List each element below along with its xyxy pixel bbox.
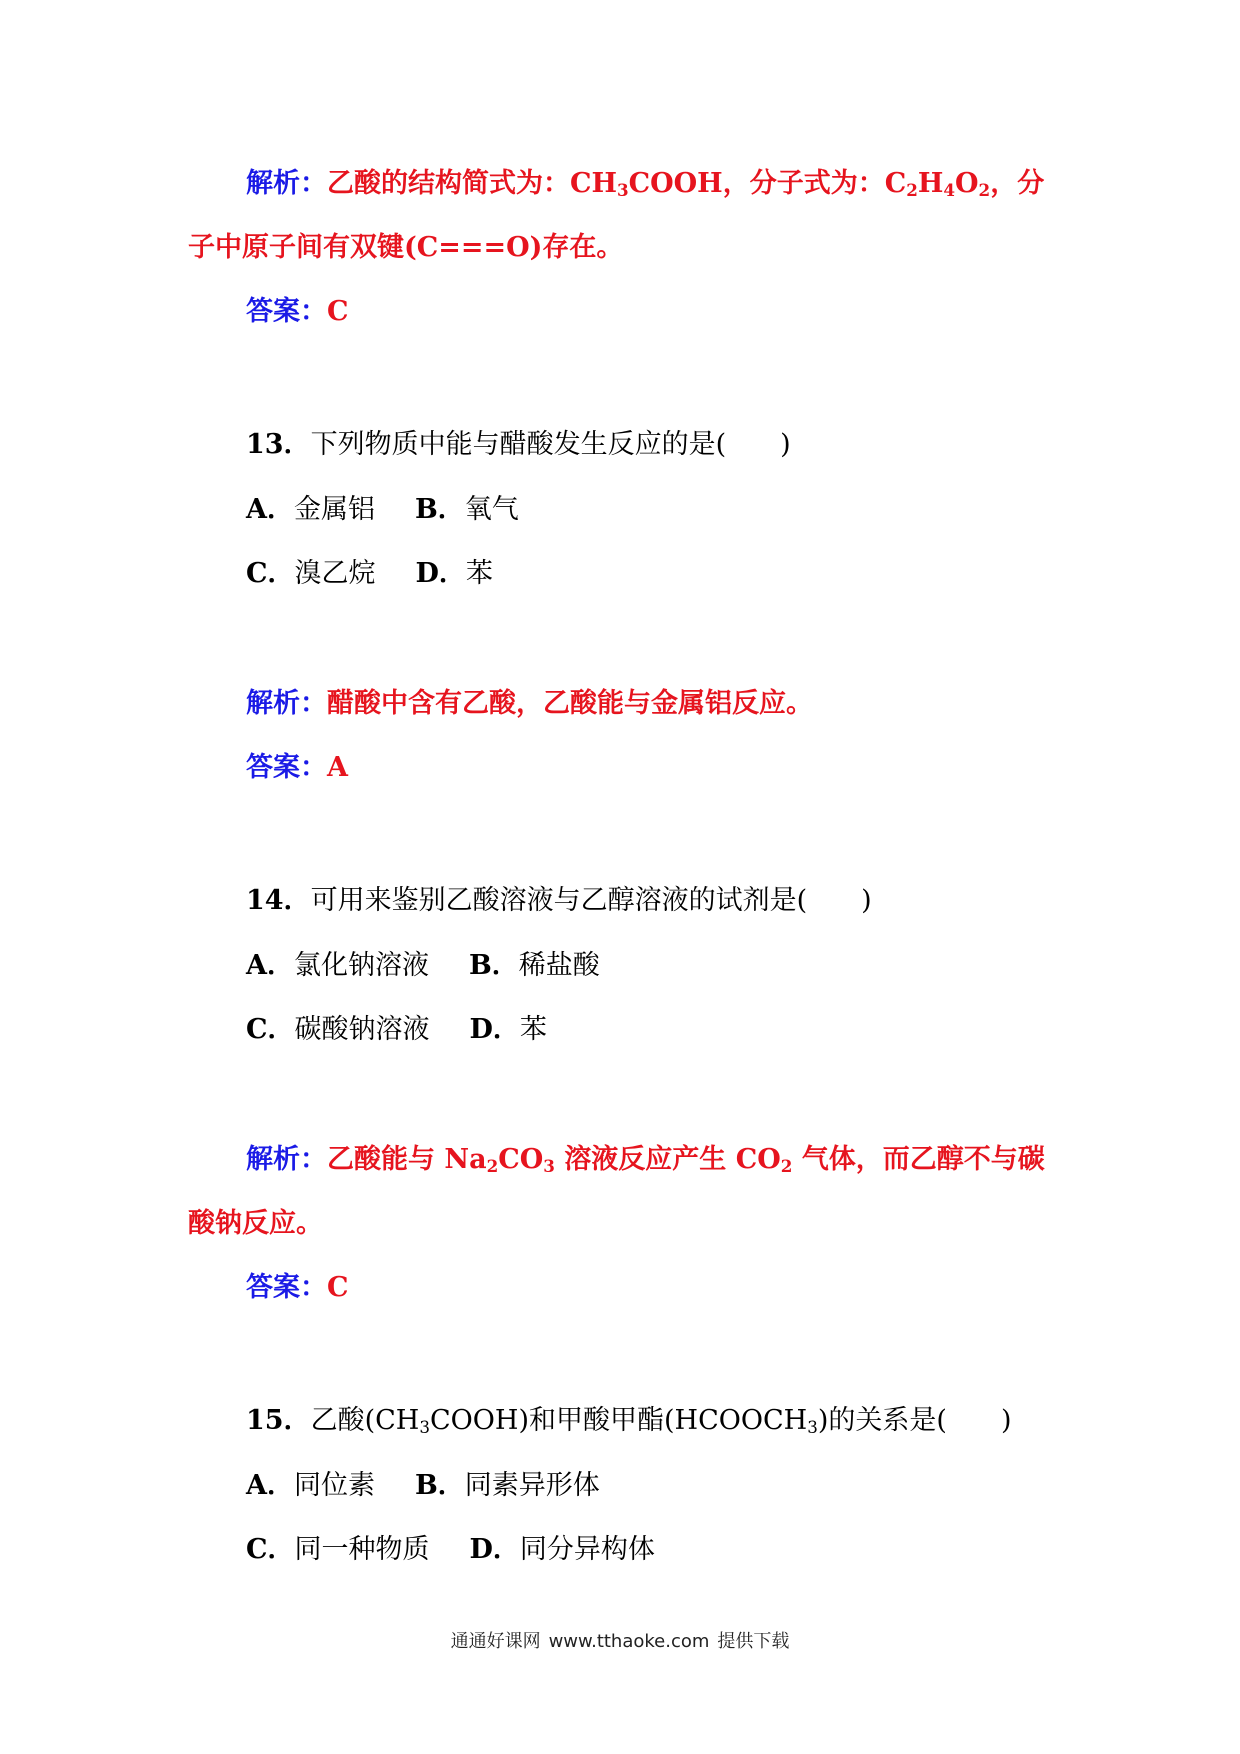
- q15-stem: [246, 1401, 1011, 1441]
- q15-option-d: 同分异构体: [519, 1534, 655, 1565]
- q14-answer-value: C: [327, 1272, 349, 1303]
- q15-option-c: 同一种物质: [294, 1534, 430, 1565]
- page-footer: [0, 1627, 1240, 1653]
- footer-url[interactable]: www.tthaoke.com: [548, 1631, 710, 1652]
- q13-answer-value: A: [327, 752, 348, 783]
- q14-stem: [246, 881, 872, 921]
- q14-analysis-line2: 酸钠反应。: [188, 1208, 323, 1239]
- q14-analysis-text: 乙酸能与 $Na_2CO_3$ 溶液反应产生 $CO_2$ 气体，而乙醇不与碳: [327, 1144, 1045, 1177]
- q13-answer: [246, 748, 348, 788]
- answer-label: 答案：: [246, 296, 327, 327]
- q13-option-d: 苯: [465, 558, 493, 589]
- q15-number: 15．: [246, 1405, 311, 1436]
- q13-option-b: 氧气: [464, 494, 519, 525]
- q13-option-a: 金属铝: [293, 494, 375, 525]
- q14-option-d: 苯: [519, 1014, 547, 1045]
- q14-answer: [246, 1268, 349, 1308]
- answer-label: 答案：: [246, 752, 327, 783]
- q13-analysis-text: 醋酸中含有乙酸，乙酸能与金属铝反应。: [327, 688, 813, 719]
- q13-number: 13．: [246, 429, 311, 460]
- q14-option-a: 氯化钠溶液: [293, 950, 429, 981]
- q12-analysis-line2: 子中原子间有双键(C===O)存在。: [188, 232, 624, 263]
- q14-analysis-line1: [246, 1140, 1045, 1180]
- q15-stem-text: 乙酸$(CH_3COOH)$和甲酸甲酯$(HCOOCH_3)$的关系是( ): [310, 1405, 1012, 1438]
- answer-label: 答案：: [246, 1272, 327, 1303]
- analysis-label: 解析：: [246, 1144, 327, 1175]
- q12-answer: [246, 292, 349, 332]
- footer-site-name: 通通好课网: [450, 1631, 541, 1652]
- q12-analysis-line1: [246, 164, 1044, 204]
- q12-analysis-text: 乙酸的结构简式为：$CH_3COOH$，分子式为：$C_2H_4O_2$，分: [327, 168, 1045, 201]
- q14-option-b: 稀盐酸: [518, 950, 600, 981]
- q14-option-c: 碳酸钠溶液: [294, 1014, 430, 1045]
- q13-options-row2: C．溴乙烷 D．苯: [246, 558, 493, 589]
- analysis-label: 解析：: [246, 688, 327, 719]
- q13-analysis: [246, 684, 813, 724]
- q14-number: 14．: [246, 885, 311, 916]
- footer-note: 提供下载: [717, 1631, 790, 1652]
- q14-stem-text: 可用来鉴别乙酸溶液与乙醇溶液的试剂是( ): [310, 885, 872, 916]
- analysis-label: 解析：: [246, 168, 327, 199]
- q15-options-row1: A．同位素 B．同素异形体: [246, 1470, 600, 1501]
- q15-option-a: 同位素: [293, 1470, 375, 1501]
- q13-option-c: 溴乙烷: [294, 558, 376, 589]
- q13-stem: [246, 425, 791, 465]
- q15-options-row2: C．同一种物质 D．同分异构体: [246, 1534, 655, 1565]
- q15-option-b: 同素异形体: [464, 1470, 600, 1501]
- q13-stem-text: 下列物质中能与醋酸发生反应的是( ): [310, 429, 791, 460]
- q12-answer-value: C: [327, 296, 349, 327]
- q14-options-row2: C．碳酸钠溶液 D．苯: [246, 1014, 547, 1045]
- q13-options-row1: A．金属铝 B．氧气: [246, 494, 519, 525]
- q14-options-row1: A．氯化钠溶液 B．稀盐酸: [246, 950, 600, 981]
